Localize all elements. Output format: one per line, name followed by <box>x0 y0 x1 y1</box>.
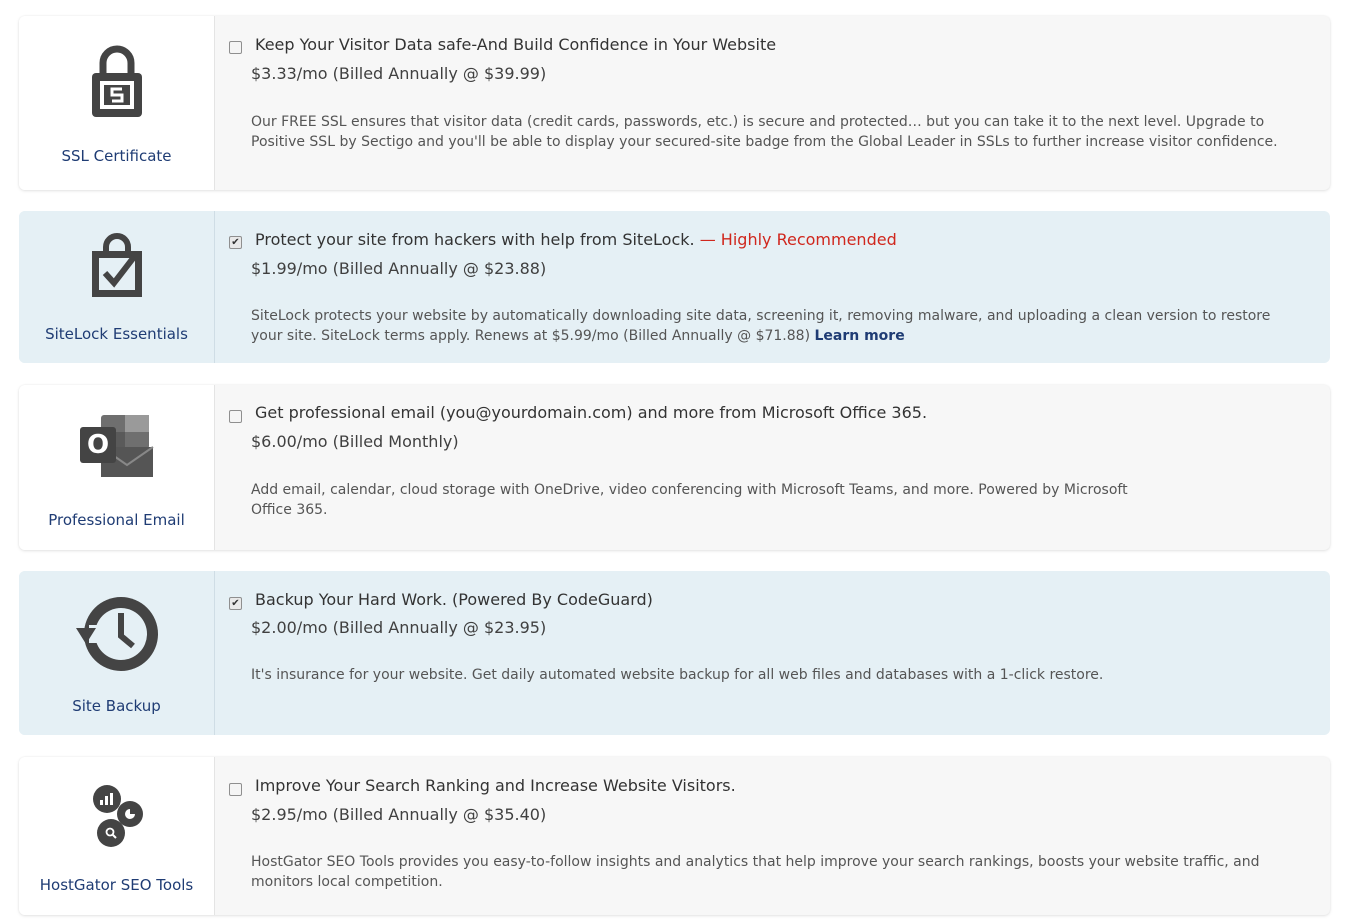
learn-more-link[interactable]: Learn more <box>814 328 905 344</box>
addon-description-text: SiteLock protects your website by automatically downloading site data, screening it, removing malware, and uploading a clean version to restore your site. SiteLock terms apply. Renews at $5.99/mo (Billed Annually @ $71.88) <box>251 308 1271 344</box>
addon-price: $6.00/mo (Billed Monthly) <box>251 432 459 451</box>
addon-description: HostGator SEO Tools provides you easy-to-follow insights and analytics that help improve your search rankings, boosts your website traffic, and monitors local competition. <box>251 854 1260 890</box>
addon-card-professional-email <box>19 385 1330 550</box>
addon-side-panel <box>19 571 215 735</box>
padlock-icon <box>89 45 145 119</box>
addon-content <box>215 16 1330 190</box>
addon-content <box>215 385 1330 550</box>
addon-content <box>215 211 1330 363</box>
addon-checkbox[interactable] <box>229 41 242 54</box>
addon-headline: Backup Your Hard Work. (Powered By CodeGuard) <box>255 590 653 609</box>
addon-checkbox[interactable]: ✔ <box>229 597 242 610</box>
addon-description: Our FREE SSL ensures that visitor data (credit cards, passwords, etc.) is secure and protected… but you can take it to the next level. Upgrade to Positive SSL by Sectigo and you'll be able to display your secured-site badge from the Global Leader in SSLs to further increase visitor confidence. <box>251 114 1278 150</box>
addon-side-panel <box>19 211 215 363</box>
addon-card-site-backup <box>19 571 1330 735</box>
addon-description: It's insurance for your website. Get daily automated website backup for all web files and databases with a 1-click restore. <box>251 667 1104 683</box>
addon-checkbox[interactable]: ✔ <box>229 236 242 249</box>
sitelock-icon <box>90 233 144 299</box>
addon-headline <box>255 230 897 249</box>
addon-price: $2.00/mo (Billed Annually @ $23.95) <box>251 618 547 637</box>
addon-label: HostGator SEO Tools <box>39 876 194 894</box>
addon-content <box>215 757 1330 915</box>
addon-card-sitelock <box>19 211 1330 363</box>
addon-description: Add email, calendar, cloud storage with OneDrive, video conferencing with Microsoft Teams, and more. Powered by Microsoft Office 365. <box>251 482 1128 518</box>
addon-headline: Keep Your Visitor Data safe-And Build Confidence in Your Website <box>255 35 777 54</box>
addon-label: SiteLock Essentials <box>45 325 188 343</box>
addon-headline: Get professional email (you@yourdomain.com) and more from Microsoft Office 365. <box>255 403 928 422</box>
addon-label: Professional Email <box>48 511 185 529</box>
addon-checkbox[interactable] <box>229 410 242 423</box>
addon-label: Site Backup <box>72 697 161 715</box>
highly-recommended-tag: — Highly Recommended <box>699 230 897 249</box>
seo-tools-icon <box>89 781 145 851</box>
addon-description <box>251 306 1301 346</box>
addon-price: $3.33/mo (Billed Annually @ $39.99) <box>251 64 547 83</box>
addon-side-panel <box>19 16 215 190</box>
addon-card-ssl <box>19 16 1330 190</box>
addon-price: $1.99/mo (Billed Annually @ $23.88) <box>251 259 547 278</box>
addon-side-panel <box>19 385 215 550</box>
addon-side-panel <box>19 757 215 915</box>
outlook-icon <box>79 413 155 479</box>
addon-label: SSL Certificate <box>61 147 172 165</box>
history-clock-icon <box>75 595 159 673</box>
svg-text:O: O <box>86 430 109 460</box>
addon-price: $2.95/mo (Billed Annually @ $35.40) <box>251 805 547 824</box>
addon-card-seo-tools <box>19 757 1330 915</box>
addon-checkbox[interactable] <box>229 783 242 796</box>
addon-content <box>215 571 1330 735</box>
addon-headline-text: Protect your site from hackers with help from SiteLock. <box>255 230 695 249</box>
addon-headline: Improve Your Search Ranking and Increase Website Visitors. <box>255 776 736 795</box>
